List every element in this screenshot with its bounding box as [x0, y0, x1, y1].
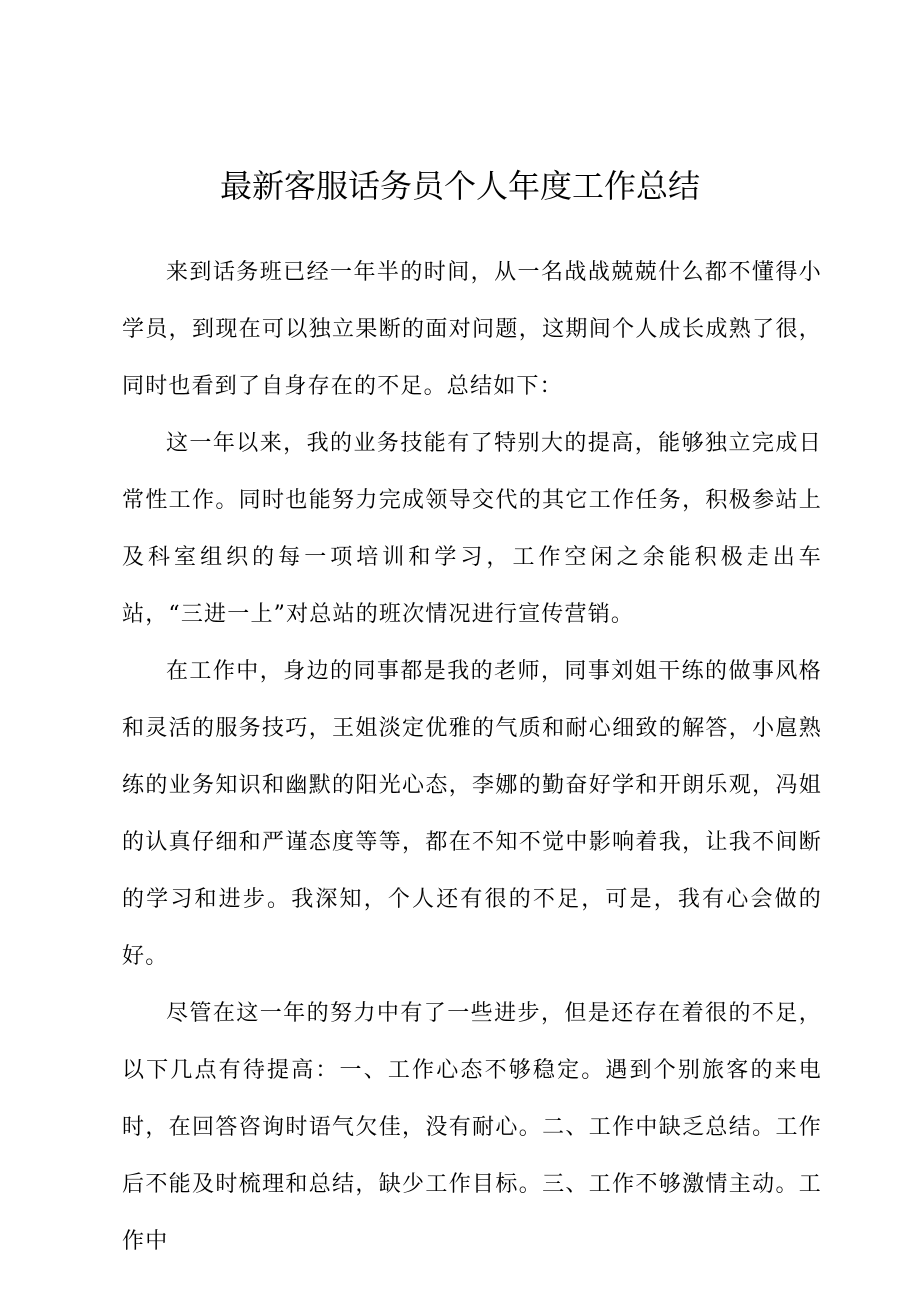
document-title: 最新客服话务员个人年度工作总结: [219, 167, 700, 205]
paragraph-1: 来到话务班已经一年半的时间，从一名战战兢兢什么都不懂得小学员，到现在可以独立果断的面对问题，这期间个人成长成熟了很，同时也看到了自身存在的不足。总结如下：: [122, 260, 822, 399]
paragraph-2: 这一年以来，我的业务技能有了特别大的提高，能够独立完成日常性工作。同时也能努力完成领导交代的其它工作任务，积极参站上及科室组织的每一项培训和学习，工作空闲之余能积极走出车站，“三进一上”对总站的班次情况进行宣传营销。: [122, 431, 822, 627]
paragraph-3: 在工作中，身边的同事都是我的老师，同事刘姐干练的做事风格和灵活的服务技巧，王姐淡定优雅的气质和耐心细致的解答，小扈熟练的业务知识和幽默的阳光心态，李娜的勤奋好学和开朗乐观，冯姐的认真仔细和严谨态度等等，都在不知不觉中影响着我，让我不间断的学习和进步。我深知，个人还有很的不足，可是，我有心会做的好。: [122, 659, 822, 969]
document-body: [122, 244, 822, 1270]
paragraph-4: 尽管在这一年的努力中有了一些进步，但是还存在着很的不足，以下几点有待提高：一、工作心态不够稳定。遇到个别旅客的来电时，在回答咨询时语气欠佳，没有耐心。二、工作中缺乏总结。工作后不能及时梳理和总结，缺少工作目标。三、工作不够激情主动。工作中: [122, 1001, 822, 1254]
